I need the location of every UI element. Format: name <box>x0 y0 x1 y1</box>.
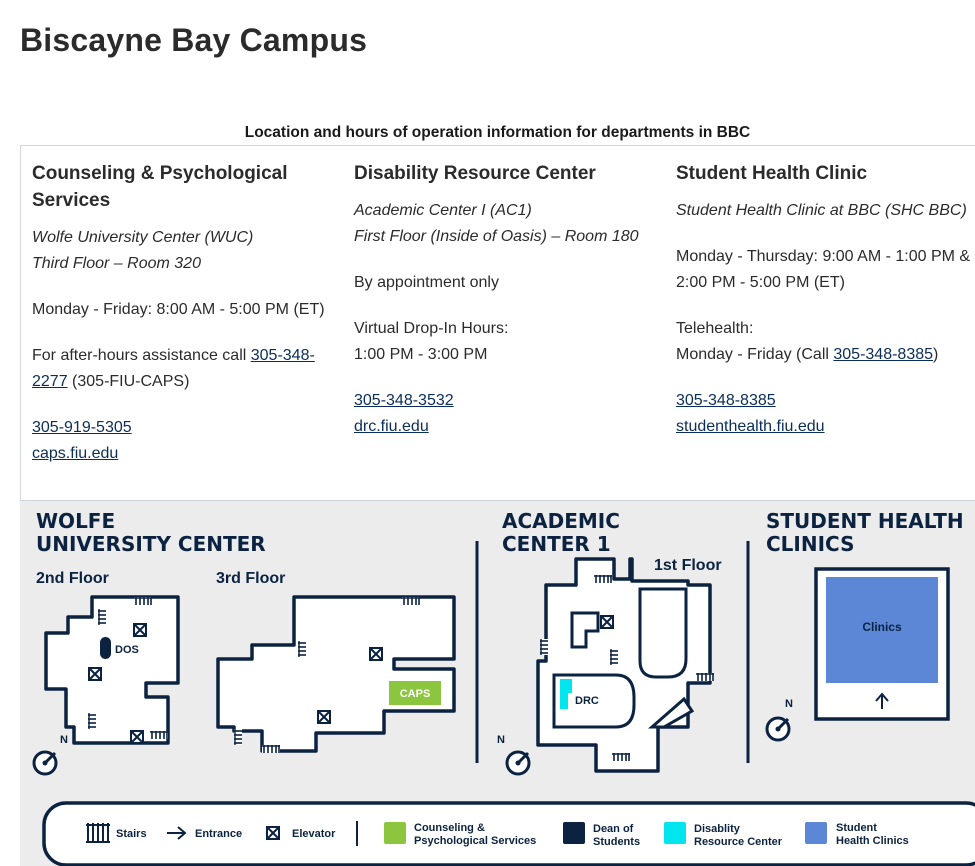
departments-table <box>20 145 975 501</box>
caps-links <box>32 415 332 467</box>
caps-phone-link[interactable]: 305-919-5305 <box>32 419 132 436</box>
dos-marker <box>100 637 111 659</box>
caps-location-room: Third Floor – Room 320 <box>32 255 201 272</box>
caps-location-building: Wolfe University Center (WUC) <box>32 229 254 246</box>
shc-title: STUDENT HEALTH <box>766 509 964 533</box>
drc-virtual-time: 1:00 PM - 3:00 PM <box>354 346 488 363</box>
drc-location-building: Academic Center I (AC1) <box>354 202 532 219</box>
page-title: Biscayne Bay Campus <box>20 22 368 58</box>
drc-appointment: By appointment only <box>354 274 499 291</box>
legend-shc-swatch <box>805 822 827 844</box>
caps-after-hours-suffix: (305-FIU-CAPS) <box>67 373 190 390</box>
caps-location <box>32 225 332 277</box>
shc-website-link[interactable]: studenthealth.fiu.edu <box>676 418 825 435</box>
legend-elevator-icon <box>267 827 279 839</box>
legend-dos-label-2: Students <box>593 836 641 848</box>
north-arrow-shc-icon <box>767 718 789 740</box>
north-label: N <box>60 734 68 746</box>
wuc-floor2-plan <box>46 597 178 743</box>
drc-column <box>354 160 654 440</box>
legend-shc-label-2: Health Clinics <box>836 835 909 847</box>
campus-map <box>20 501 975 866</box>
legend-caps-line1: Counseling & <box>414 822 485 834</box>
legend-drc-label: Disablity <box>694 823 740 835</box>
legend-stairs-label: Stairs <box>116 828 147 840</box>
caps-map-label: CAPS <box>399 688 431 700</box>
legend-drc-label-2: Resource Center <box>694 836 783 848</box>
ac1-title: ACADEMIC <box>502 509 620 533</box>
caps-hours: Monday - Friday: 8:00 AM - 5:00 PM (ET) <box>32 301 325 318</box>
caps-after-hours <box>32 343 332 395</box>
caps-website-link[interactable]: caps.fiu.edu <box>32 445 119 462</box>
drc-map-label: DRC <box>575 695 599 707</box>
shc-hours: Monday - Thursday: 9:00 AM - 1:00 PM & 2:00 PM - 5:00 PM (ET) <box>676 248 971 291</box>
shc-plan <box>816 569 948 719</box>
wuc-title <box>36 509 115 533</box>
shc-links <box>676 388 975 440</box>
drc-phone-link[interactable]: 305-348-3532 <box>354 392 454 409</box>
shc-telehealth-label: Telehealth: <box>676 320 754 337</box>
drc-location <box>354 198 654 250</box>
campus-map-svg <box>20 501 975 866</box>
legend-entrance-label: Entrance <box>195 828 243 840</box>
shc-column <box>676 160 975 440</box>
legend-caps-label-2: Psychological Services <box>414 835 537 847</box>
ac1-floor1-label: 1st Floor <box>654 557 722 574</box>
drc-virtual-hours <box>354 316 654 368</box>
ac1-floor1-plan <box>538 559 714 771</box>
caps-column <box>32 160 332 467</box>
north-arrow-ac1-icon <box>507 752 529 774</box>
legend-dos-swatch <box>563 822 585 844</box>
legend-dos-label: Dean of <box>593 823 634 835</box>
shc-telehealth <box>676 316 975 368</box>
legend-caps-label <box>414 822 485 834</box>
north-label-ac1: N <box>497 734 505 746</box>
shc-telehealth-text: Monday - Friday (Call <box>676 346 834 363</box>
drc-links <box>354 388 654 440</box>
legend-caps-swatch <box>384 822 406 844</box>
shc-location: Student Health Clinic at BBC (SHC BBC) <box>676 202 967 219</box>
legend-elevator-label: Elevator <box>292 828 336 840</box>
legend-drc-swatch <box>664 822 686 844</box>
caps-after-hours-text: For after-hours assistance call <box>32 347 251 364</box>
caps-after-hours-phone-link[interactable]: 305-348-2277 <box>32 347 315 390</box>
dos-label: DOS <box>115 644 139 656</box>
shc-phone-link[interactable]: 305-348-8385 <box>676 392 776 409</box>
drc-virtual-label: Virtual Drop-In Hours: <box>354 320 509 337</box>
legend-shc-label: Student <box>836 822 877 834</box>
wuc-floor3-label: 3rd Floor <box>216 570 286 587</box>
drc-website-link[interactable]: drc.fiu.edu <box>354 418 429 435</box>
shc-title-2: CLINICS <box>766 532 855 556</box>
north-arrow-icon <box>34 752 56 774</box>
map-legend <box>44 803 975 865</box>
wuc-title-2: UNIVERSITY CENTER <box>36 532 266 556</box>
clinics-label: Clinics <box>862 620 902 634</box>
caps-heading: Counseling & Psychological Services <box>32 163 288 211</box>
north-label-shc: N <box>785 698 793 710</box>
wuc-floor2-label: 2nd Floor <box>36 570 109 587</box>
shc-heading: Student Health Clinic <box>676 163 868 184</box>
shc-telehealth-suffix: ) <box>933 346 939 363</box>
table-caption: Location and hours of operation information for departments in BBC <box>244 124 751 141</box>
ac1-title-2: CENTER 1 <box>502 532 611 556</box>
shc-telehealth-phone-link[interactable]: 305-348-8385 <box>833 346 934 363</box>
wuc-floor3-plan <box>218 597 454 753</box>
drc-location-room: First Floor (Inside of Oasis) – Room 180 <box>354 228 639 245</box>
drc-heading: Disability Resource Center <box>354 163 596 184</box>
wuc-title-line1: WOLFE <box>36 509 116 533</box>
